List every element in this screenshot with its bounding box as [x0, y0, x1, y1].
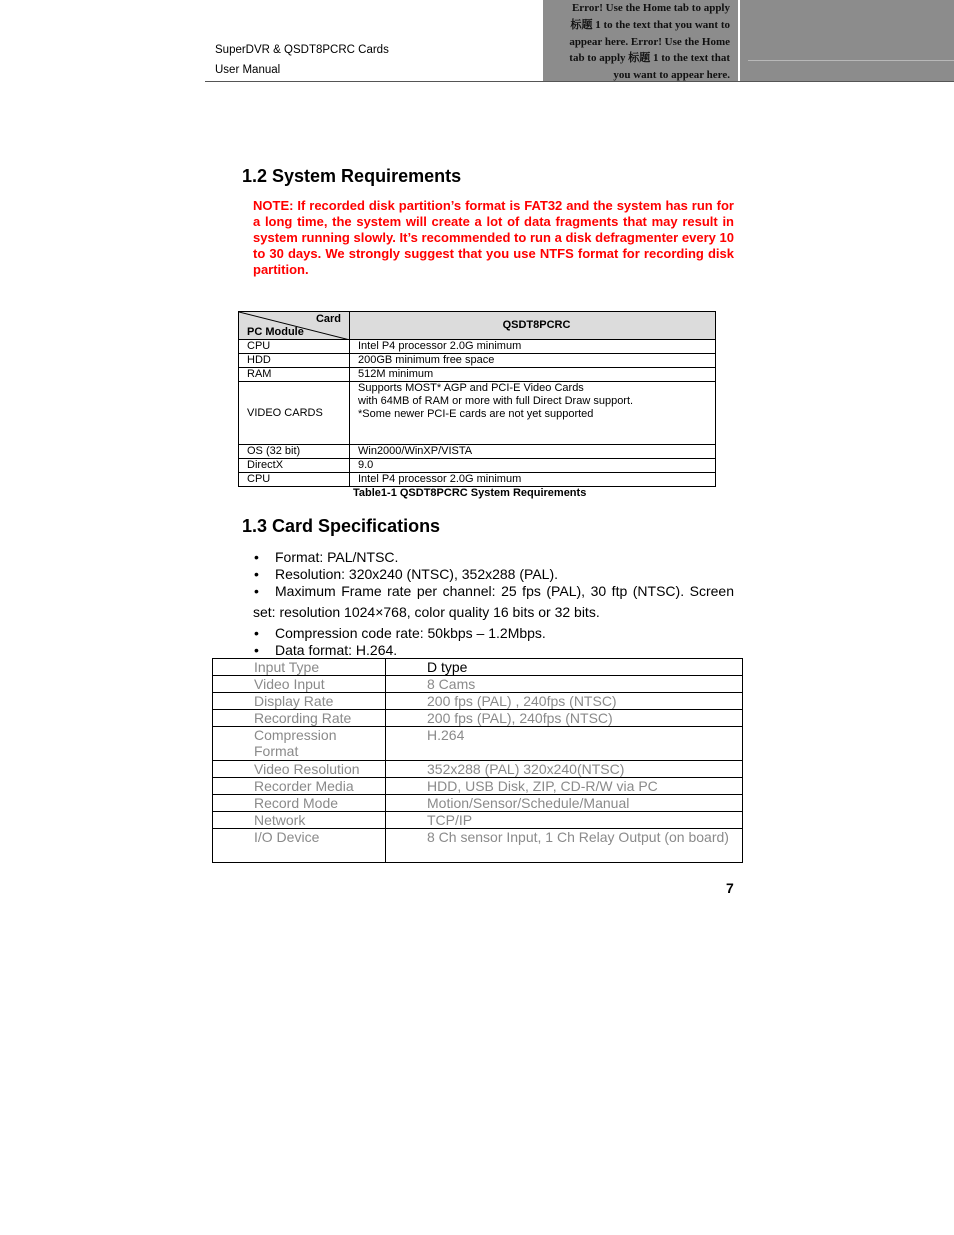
table-row [239, 382, 716, 445]
table-row [213, 676, 743, 693]
table-row [213, 727, 743, 761]
table-caption: Table1-1 QSDT8PCRC System Requirements [353, 487, 587, 499]
spec-label-line: Format [254, 743, 299, 759]
row-label: VIDEO CARDS [239, 382, 350, 445]
bullet-text: Format: PAL/NTSC. [275, 549, 399, 565]
bullet-text: Resolution: 320x240 (NTSC), 352x288 (PAL). [275, 566, 558, 582]
spec-label: Recorder Media [213, 778, 386, 795]
spec-value: TCP/IP [386, 812, 743, 829]
header-error-text [545, 0, 730, 84]
row-value: Intel P4 processor 2.0G minimum [350, 340, 716, 354]
spec-label: Recording Rate [213, 710, 386, 727]
list-item [254, 583, 734, 600]
table-row [213, 829, 743, 863]
header-error-line: tab to apply 标题 1 to the text that [569, 52, 730, 65]
header-error-line: Error! Use the Home tab to apply [571, 2, 730, 14]
corner-label-card: Card [315, 313, 341, 325]
list-item [254, 566, 558, 583]
header-error-line: you want to appear here. [613, 69, 730, 82]
spec-value: 352x288 (PAL) 320x240(NTSC) [386, 761, 743, 778]
header-side-rule [748, 60, 954, 61]
list-item [254, 625, 546, 642]
spec-label: Video Input [213, 676, 386, 693]
table-row [213, 693, 743, 710]
bullet-continuation: set: resolution 1024×768, color quality 16 bits or 32 bits. [253, 604, 600, 620]
bullet-icon: • [254, 549, 259, 565]
spec-value: 200 fps (PAL) , 240fps (NTSC) [386, 693, 743, 710]
list-item [254, 549, 399, 566]
table-row [213, 659, 743, 676]
header-title: SuperDVR & QSDT8PCRC Cards [215, 44, 389, 56]
table-row [239, 354, 716, 368]
header-subtitle: User Manual [215, 64, 281, 76]
spec-label: I/O Device [213, 829, 386, 863]
list-item [254, 642, 398, 659]
bullet-icon: • [254, 566, 259, 582]
section-heading-card-specifications: 1.3 Card Specifications [242, 516, 441, 536]
table-row [213, 795, 743, 812]
spec-label [213, 727, 386, 761]
spec-value: D type [386, 659, 743, 676]
section-heading-system-requirements: 1.2 System Requirements [242, 166, 462, 186]
system-requirements-table [238, 311, 716, 487]
bullet-icon: • [254, 642, 259, 658]
bullet-text: Data format: H.264. [275, 642, 398, 658]
video-card-line: Supports MOST* AGP and PCI-E Video Cards [358, 382, 584, 394]
bullet-text: Maximum Frame rate per channel: 25 fps (PAL), 30 ftp (NTSC). Screen [275, 583, 734, 599]
row-value: 9.0 [350, 459, 716, 473]
bullet-icon: • [254, 583, 259, 599]
table-row [239, 368, 716, 382]
page-number: 7 [726, 880, 734, 896]
row-value [350, 382, 716, 445]
table-row [239, 445, 716, 459]
header-side-box [740, 0, 954, 81]
table-row [239, 340, 716, 354]
bullet-icon: • [254, 625, 259, 641]
table-row [213, 812, 743, 829]
row-label: OS (32 bit) [239, 445, 350, 459]
card-specifications-table [212, 658, 743, 863]
video-card-line: *Some newer PCI-E cards are not yet supported [358, 408, 594, 420]
row-label: DirectX [239, 459, 350, 473]
video-card-line: with 64MB of RAM or more with full Direct Draw support. [358, 395, 634, 407]
spec-label: Network [213, 812, 386, 829]
table-corner-cell [239, 312, 350, 340]
table-row [239, 459, 716, 473]
header-error-line: 标题 1 to the text that you want to [570, 18, 730, 31]
spec-label: Display Rate [213, 693, 386, 710]
row-label: CPU [239, 340, 350, 354]
row-label: RAM [239, 368, 350, 382]
spec-value: 8 Cams [386, 676, 743, 693]
spec-value: 8 Ch sensor Input, 1 Ch Relay Output (on board) [386, 829, 743, 863]
spec-value: 200 fps (PAL), 240fps (NTSC) [386, 710, 743, 727]
spec-label: Input Type [213, 659, 386, 676]
spec-label: Video Resolution [213, 761, 386, 778]
spec-value: H.264 [386, 727, 743, 761]
column-header-qsdt8pcrc: QSDT8PCRC [350, 312, 716, 340]
row-label: CPU [239, 473, 350, 487]
table-row [213, 710, 743, 727]
header-error-line: appear here. Error! Use the Home [569, 35, 730, 48]
table-row [239, 473, 716, 487]
spec-label: Record Mode [213, 795, 386, 812]
row-value: 200GB minimum free space [350, 354, 716, 368]
spec-value: Motion/Sensor/Schedule/Manual [386, 795, 743, 812]
table-row [213, 761, 743, 778]
row-value: Intel P4 processor 2.0G minimum [350, 473, 716, 487]
spec-label-line: Compression [254, 727, 337, 743]
header-error-box [543, 0, 738, 81]
row-value: Win2000/WinXP/VISTA [350, 445, 716, 459]
row-value: 512M minimum [350, 368, 716, 382]
fat32-note: NOTE: If recorded disk partition’s format is FAT32 and the system has run for a long time, the system will create a lot of data fragments that may result in system running slowly. It’s recommended to run a disk defragmenter every 10 to 30 days. We strongly suggest that you use NTFS format for recording disk partition. [253, 198, 734, 277]
corner-label-pc-module: PC Module [247, 326, 304, 338]
row-label: HDD [239, 354, 350, 368]
spec-value: HDD, USB Disk, ZIP, CD-R/W via PC [386, 778, 743, 795]
bullet-text: Compression code rate: 50kbps – 1.2Mbps. [275, 625, 546, 641]
table-row [213, 778, 743, 795]
